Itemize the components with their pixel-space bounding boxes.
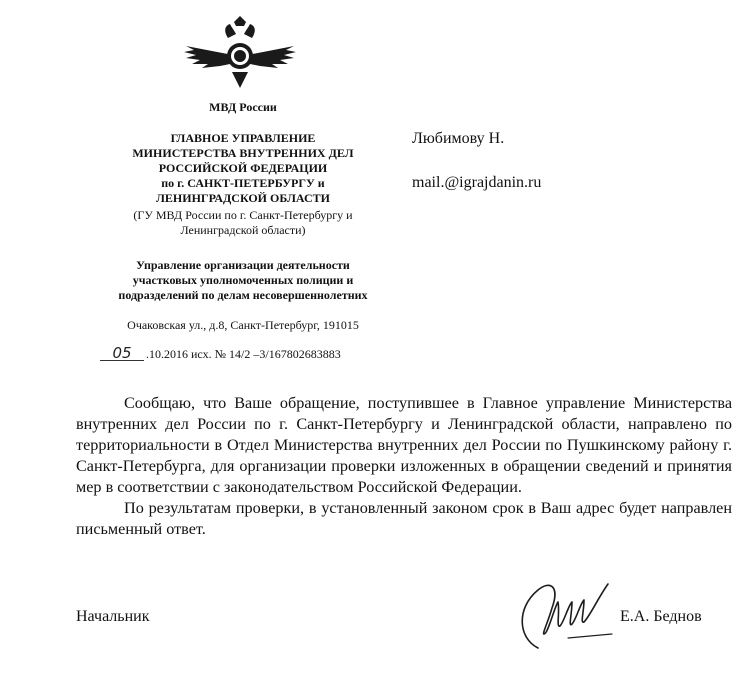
outgoing-number: .10.2016 исх. № 14/2 –3/167802683883 (146, 347, 341, 361)
sender-address: Очаковская ул., д.8, Санкт-Петербург, 191015 (127, 318, 359, 332)
department-name (88, 258, 398, 303)
handwritten-signature-icon (508, 578, 618, 650)
abbreviation-line: Ленинградской области) (180, 223, 306, 237)
department-line: подразделений по делам несовершеннолетних (118, 288, 368, 302)
main-directorate-line: РОССИЙСКОЙ ФЕДЕРАЦИИ (158, 161, 328, 175)
letter-body (76, 393, 732, 540)
ministry-name: МВД России (209, 100, 277, 114)
abbreviation-line: (ГУ МВД России по г. Санкт-Петербургу и (133, 208, 353, 222)
main-directorate-name (88, 131, 398, 206)
main-directorate-abbreviation (88, 208, 398, 238)
recipient-name: Любимову Н. (412, 130, 505, 147)
main-directorate-line: ГЛАВНОЕ УПРАВЛЕНИЕ (170, 131, 316, 145)
department-line: участковых уполномоченных полиции и (132, 273, 354, 287)
recipient-email: mail.@igrajdanin.ru (412, 174, 542, 191)
main-directorate-line: МИНИСТЕРСТВА ВНУТРЕННИХ ДЕЛ (132, 146, 354, 160)
body-paragraph-2: По результатам проверки, в установленный законом срок в Ваш адрес будет направлен письменный ответ. (76, 499, 732, 538)
body-paragraph-1: Сообщаю, что Ваше обращение, поступившее в Главное управление Министерства внутренних дел России по г. Санкт-Петербургу и Ленинградской области, направлено по территориальности в Отдел Министерства внутренних дел России по Пушкинскому району г. Санкт-Петербурга, для организации проверки изложенных в обращении сведений и принятия мер в соответствии с законодательством Российской Федерации. (76, 394, 732, 496)
outgoing-reference (100, 346, 341, 362)
department-line: Управление организации деятельности (136, 258, 350, 272)
main-directorate-line: ЛЕНИНГРАДСКОЙ ОБЛАСТИ (155, 191, 331, 205)
mvd-eagle-emblem-icon (180, 16, 300, 90)
outgoing-day-handwritten: 05 (100, 346, 144, 361)
signatory-title: Начальник (76, 608, 150, 625)
signatory-name: Е.А. Беднов (620, 608, 702, 625)
main-directorate-line: по г. САНКТ-ПЕТЕРБУРГУ и (161, 176, 325, 190)
